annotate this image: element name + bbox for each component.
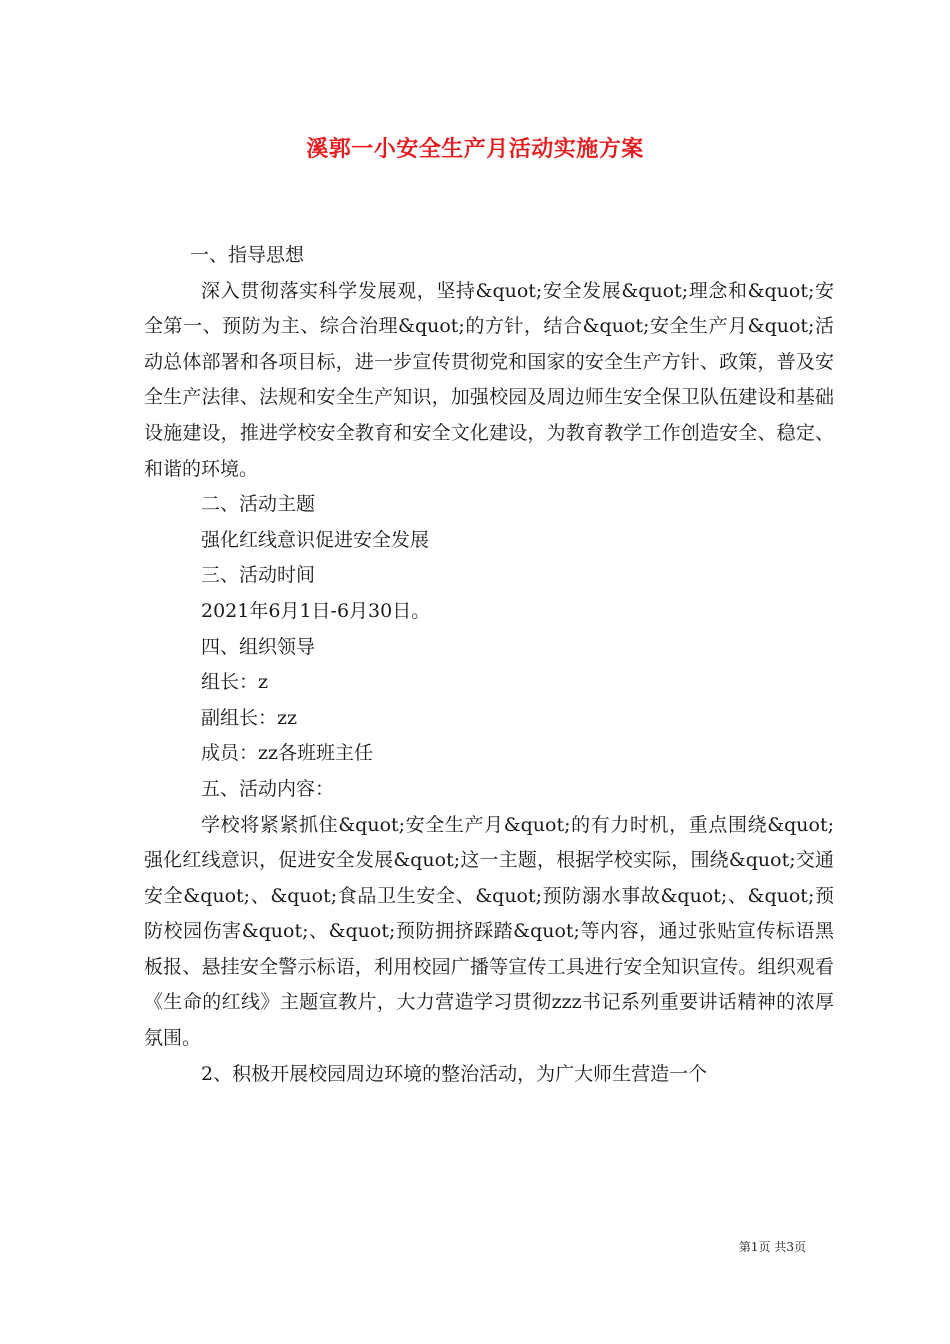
section-heading-leadership: 四、组织领导 <box>201 635 316 658</box>
page-number-footer: 第1页 共3页 <box>738 1240 806 1254</box>
paragraph-guiding-ideology: 深入贯彻落实科学发展观，坚持&quot;安全发展&quot;理念和&quot;安全第一、预防为主、综合治理&quot;的方针，结合&quot;安全生产月&quot;活动总体部署和各项目标，进一步宣传贯彻党和国家的安全生产方针、政策，普及安全生产法律、法规和安全生产知识，加强校园及周边师生安全保卫队伍建设和基础设施建设，推进学校安全教育和安全文化建设，为教育教学工作创造安全、稳定、和谐的环境。 <box>144 279 834 480</box>
section-heading-time: 三、活动时间 <box>201 564 316 587</box>
paragraph-time: 2021年6月1日-6月30日。 <box>201 599 431 622</box>
paragraph-deputy-leader: 副组长：zz <box>201 706 298 729</box>
section-heading-content: 五、活动内容： <box>201 777 335 800</box>
paragraph-leader: 组长：z <box>201 671 269 694</box>
section-heading-theme: 二、活动主题 <box>201 493 316 516</box>
paragraph-members: 成员：zz各班班主任 <box>201 742 374 765</box>
document-title: 溪郭一小安全生产月活动实施方案 <box>306 136 644 162</box>
paragraph-content-1: 学校将紧紧抓住&quot;安全生产月&quot;的有力时机，重点围绕&quot;强化红线意识，促进安全发展&quot;这一主题，根据学校实际，围绕&quot;交通安全&quot;、&quot;食品卫生安全、&quot;预防溺水事故&quot;、&quot;预防校园伤害&quot;、&quot;预防拥挤踩踏&quot;等内容，通过张贴宣传标语黑板报、悬挂安全警示标语，利用校园广播等宣传工具进行安全知识宣传。组织观看《生命的红线》主题宣教片，大力营造学习贯彻zzz书记系列重要讲话精神的浓厚氛围。 <box>144 813 834 1050</box>
paragraph-theme: 强化红线意识促进安全发展 <box>201 528 430 551</box>
paragraph-content-2: 2、积极开展校园周边环境的整治活动，为广大师生营造一个 <box>201 1062 708 1085</box>
section-heading-guiding-ideology: 一、指导思想 <box>190 244 305 266</box>
document-body <box>144 238 834 1092</box>
